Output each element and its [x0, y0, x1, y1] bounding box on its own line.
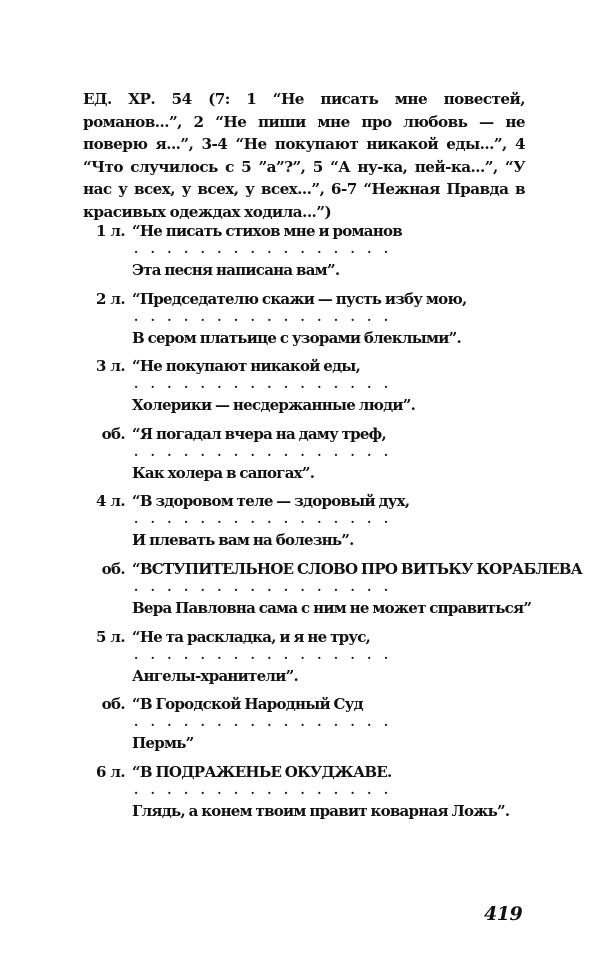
ellipsis-dots: . . . . . . . . . . . . . . . .	[134, 309, 393, 324]
last-line: Глядь, а конем твоим правит коварная Ложь”.	[132, 801, 510, 820]
last-line: Пермь”	[132, 734, 194, 753]
last-line: Эта песня написана вам”.	[132, 261, 340, 279]
sheet-entry	[0, 693, 600, 761]
last-line: Как холера в сапогах”.	[132, 463, 315, 482]
last-line: В сером платьице с узорами блеклыми”.	[132, 328, 461, 347]
ellipsis-dots: . . . . . . . . . . . . . . . .	[134, 782, 393, 797]
first-line: “Я погадал вчера на даму треф,	[132, 424, 386, 443]
ellipsis-dots: . . . . . . . . . . . . . . . .	[134, 579, 393, 594]
first-line: “В ПОДРАЖЕНЬЕ ОКУДЖАВЕ.	[132, 762, 392, 781]
sheet-label: 4 л.	[95, 492, 125, 511]
sheet-entry	[0, 626, 600, 694]
first-line: “В Городской Народный Суд	[132, 695, 363, 714]
last-line: Ангелы-хранители”.	[132, 666, 298, 685]
first-line: “ВСТУПИТЕЛЬНОЕ СЛОВО ПРО ВИТЬКУ КОРАБЛЕВА	[132, 559, 583, 578]
sheet-list	[0, 220, 600, 828]
sheet-entry	[0, 423, 600, 491]
sheet-label: об.	[101, 424, 125, 443]
sheet-entry	[0, 761, 600, 829]
first-line: “Не писать стихов мне и романов	[132, 222, 402, 240]
ellipsis-dots: . . . . . . . . . . . . . . . .	[134, 715, 393, 730]
ellipsis-dots: . . . . . . . . . . . . . . . .	[134, 647, 393, 662]
first-line: “В здоровом теле — здоровый дух,	[132, 492, 410, 511]
last-line: И плевать вам на болезнь”.	[132, 531, 354, 550]
sheet-entry	[0, 220, 600, 288]
sheet-label: 6 л.	[95, 762, 125, 781]
sheet-entry	[0, 558, 600, 626]
sheet-label: об.	[101, 559, 125, 578]
ellipsis-dots: . . . . . . . . . . . . . . . .	[134, 512, 393, 527]
ellipsis-dots: . . . . . . . . . . . . . . . .	[134, 377, 393, 392]
first-line: “Не покупают никакой еды,	[132, 357, 361, 376]
first-line: “Председателю скажи — пусть избу мою,	[132, 289, 467, 308]
last-line: Холерики — несдержанные люди”.	[132, 396, 416, 415]
sheet-label: об.	[101, 695, 125, 714]
sheet-label: 2 л.	[95, 289, 125, 308]
first-line: “Не та раскладка, и я не трус,	[132, 627, 371, 646]
sheet-entry	[0, 288, 600, 356]
last-line: Вера Павловна сама с ним не может справиться”	[132, 598, 532, 617]
sheet-entry	[0, 355, 600, 423]
sheet-label: 1 л.	[95, 222, 125, 240]
archive-unit-description: ЕД. ХР. 54 (7: 1 “Не писать мне повестей, романов...”, 2 “Не пиши мне про любовь — не поверю я...”, 3-4 “Не покупают никакой еды...”, 4 “Что случилось с 5 ”а”?”, 5 “А ну-ка, пей-ка...”, “У нас у всех, у всех, у всех...”, 6-7 “Нежная Правда в красивых одеждах ходила...”)	[83, 90, 525, 221]
sheet-entry	[0, 490, 600, 558]
ellipsis-dots: . . . . . . . . . . . . . . . .	[134, 444, 393, 459]
ellipsis-dots: . . . . . . . . . . . . . . . .	[134, 242, 393, 256]
page-number: 419	[484, 903, 523, 925]
sheet-label: 5 л.	[95, 627, 125, 646]
sheet-label: 3 л.	[95, 357, 125, 376]
